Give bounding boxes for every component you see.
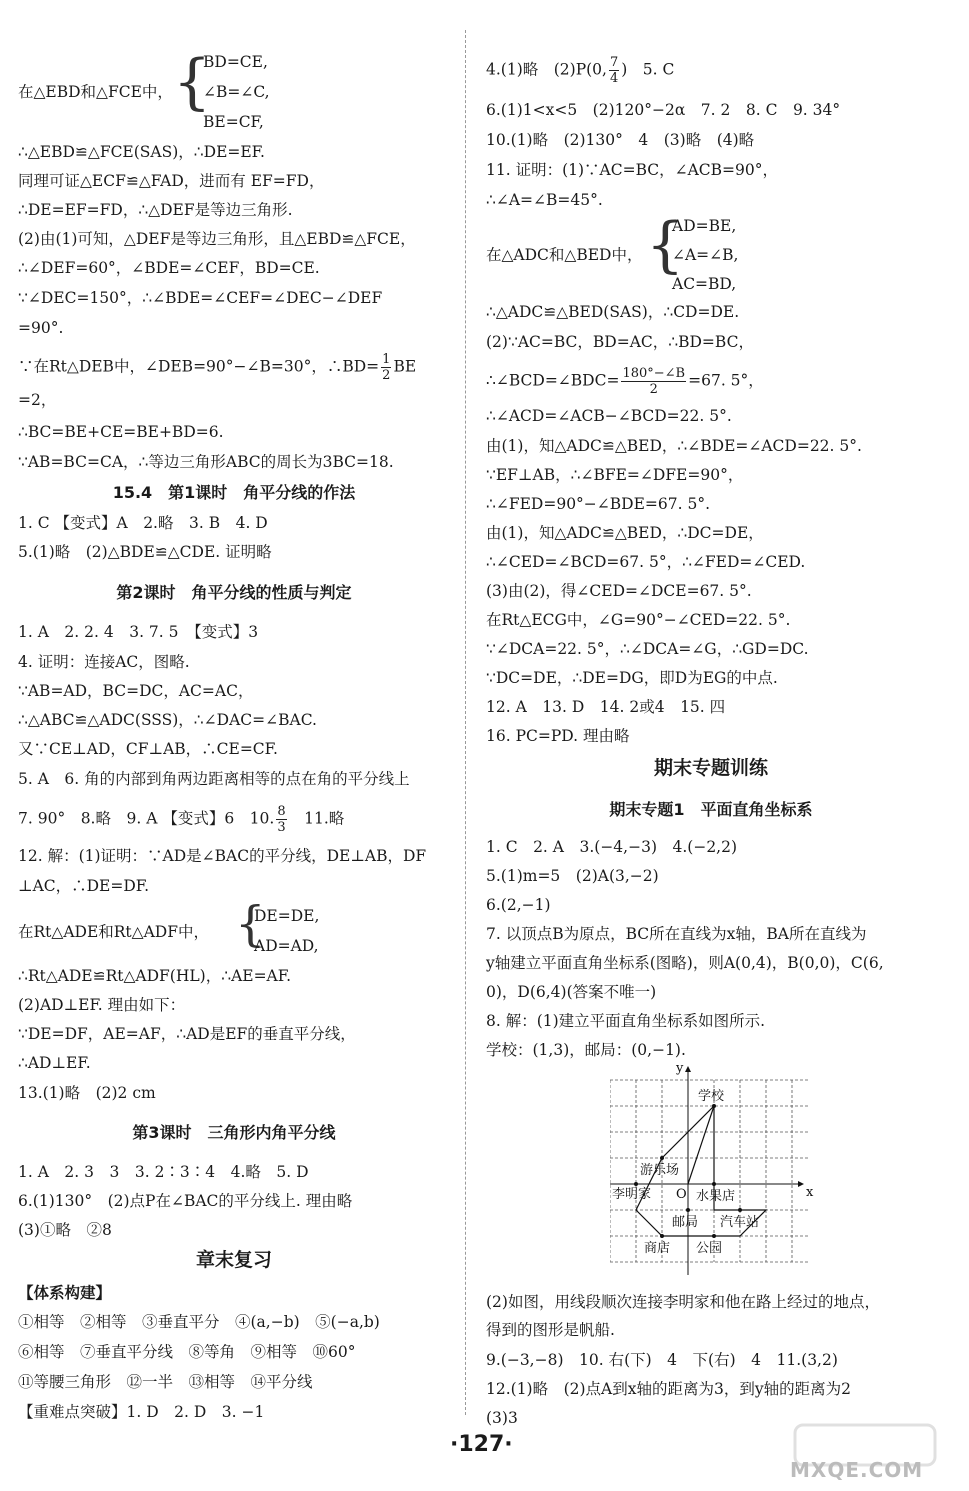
brace2-line: DE=DE,	[254, 907, 320, 925]
fraction: $\frac{180^\circ-\angle B}{2}$	[622, 366, 686, 397]
text-line: ∴∠A=∠B=45°.	[486, 191, 603, 209]
chapter-heading: 章末复习	[195, 1249, 272, 1271]
text-line: 16. PC=PD. 理由略	[486, 727, 630, 745]
text-line: ∴△ABC≌△ADC(SSS)，∴∠DAC=∠BAC.	[18, 711, 317, 729]
column-divider	[465, 30, 466, 1415]
text-line: ∴∠DEF=60°，∠BDE=∠CEF，BD=CE.	[18, 259, 320, 277]
fraction: $\frac{7}{4}$	[609, 55, 619, 86]
home-label: 李明家	[612, 1187, 652, 1202]
text-line: ∵AB=AD，BC=DC，AC=AC，	[18, 682, 254, 700]
text-line: (3)3	[486, 1409, 518, 1427]
text-line: 同理可证△ECF≌△FAD，进而有 EF=FD，	[18, 172, 325, 190]
text-line: ∴△EBD≌△FCE(SAS)，∴DE=EF.	[18, 143, 265, 161]
park-label: 游乐场	[640, 1163, 680, 1178]
brace1-line: ∠B=∠C,	[203, 83, 270, 101]
text-line: 7. 90° 8.略 9. A 【变式】6 10. $\frac{8}{3}$ 11.略	[18, 804, 345, 835]
bus-station-label: 汽车站	[720, 1215, 760, 1230]
text-line: 6.(2,−1)	[486, 896, 551, 914]
brace3-line: AC=BD,	[672, 275, 737, 293]
text-line: 4. 证明：连接AC，图略.	[18, 653, 190, 671]
text-line: ①相等 ②相等 ③垂直平分 ④(a,−b) ⑤(−a,b)	[18, 1313, 380, 1331]
text-line: 1. C 【变式】A 2.略 3. B 4. D	[18, 514, 268, 532]
grid-svg	[610, 1060, 820, 1290]
text-line: ⑪等腰三角形 ⑫一半 ⑬相等 ⑭平分线	[18, 1373, 313, 1391]
brace1-line: BD=CE,	[203, 53, 268, 71]
text-line: 【重难点突破】1. D 2. D 3. −1	[18, 1403, 265, 1421]
text-line: ∴BC=BE+CE=BE+BD=6.	[18, 423, 224, 441]
section-heading: 第2课时 角平分线的性质与判定	[116, 583, 352, 602]
text-line: (2)如图，用线段顺次连接李明家和他在路上经过的地点，	[486, 1293, 880, 1311]
brace3-left: 在△ADC和△BED中，	[486, 246, 643, 264]
school-label: 学校	[698, 1089, 725, 1104]
text-line: 10.(1)略 (2)130° 4 (3)略 (4)略	[486, 131, 755, 149]
text-line: ∵EF⊥AB，∴∠BFE=∠DFE=90°，	[486, 466, 744, 484]
text-line: ∵DC=DE，∴DE=DG，即D为EG的中点.	[486, 669, 778, 687]
text-line: 1. A 2. 3 3 3. 2∶3∶4 4.略 5. D	[18, 1163, 309, 1181]
shop-label: 商店	[644, 1241, 671, 1256]
brace3-line: AD=BE,	[672, 217, 737, 235]
coordinate-grid-figure	[610, 1060, 820, 1290]
text-line: 12. 解：(1)证明：∵AD是∠BAC的平分线，DE⊥AB，DF	[18, 847, 427, 865]
text-line: 5. A 6. 角的内部到角两边距离相等的点在角的平分线上	[18, 770, 410, 788]
text-line: ⑥相等 ⑦垂直平分线 ⑧等角 ⑨相等 ⑩60°	[18, 1343, 356, 1361]
text-line: ∵∠DEC=150°，∴∠BDE=∠CEF=∠DEC−∠DEF	[18, 289, 383, 307]
text-line: 13.(1)略 (2)2 cm	[18, 1084, 156, 1102]
text-line: ∴∠ACD=∠ACB−∠BCD=22. 5°.	[486, 407, 732, 425]
text-line: ∴Rt△ADE≌Rt△ADF(HL)，∴AE=AF.	[18, 967, 292, 985]
text-line: 5.(1)m=5 (2)A(3,−2)	[486, 867, 659, 885]
text-line: 12. A 13. D 14. 2或4 15. 四	[486, 698, 726, 716]
page-number: ·127·	[450, 1432, 513, 1457]
brace-symbol: {	[646, 210, 685, 280]
x-axis-arrow-icon	[798, 1181, 804, 1187]
text-line: ∴△ADC≌△BED(SAS)，∴CD=DE.	[486, 303, 740, 321]
text-line: ∵∠DCA=22. 5°，∴∠DCA=∠G，∴GD=DC.	[486, 640, 809, 658]
text-line: 7. 以顶点B为原点，BC所在直线为x轴，BA所在直线为	[486, 925, 867, 943]
text-line: 0)，D(6,4)(答案不唯一)	[486, 983, 657, 1001]
text-line: y轴建立平面直角坐标系(图略)，则A(0,4)，B(0,0)，C(6,	[486, 954, 884, 972]
text-line: 【体系构建】	[18, 1283, 112, 1302]
text-line: (3)①略 ②8	[18, 1221, 112, 1239]
text-line: (2)∵AC=BC，BD=AC，∴BD=BC，	[486, 333, 754, 351]
text-line: ∵在Rt△DEB中，∠DEB=90°−∠B=30°，∴BD= $\frac{1}{2}$ BE	[18, 352, 417, 383]
text-line: =90°.	[18, 319, 64, 337]
text-line: ∴∠BCD=∠BDC= $\frac{180^\circ-\angle B}{2}$ =67. 5°，	[486, 366, 764, 397]
fraction: $\frac{1}{2}$	[382, 352, 391, 383]
origin-label: O	[676, 1187, 687, 1202]
text-line: 4.(1)略 (2)P(0, $\frac{7}{4}$ ) 5. C	[486, 55, 675, 86]
section-heading: 第3课时 三角形内角平分线	[132, 1123, 336, 1142]
text-line: 1. A 2. 2. 4 3. 7. 5 【变式】3	[18, 623, 259, 641]
text-line: 得到的图形是帆船.	[486, 1321, 615, 1339]
brace-symbol: {	[173, 47, 212, 117]
brace-symbol: {	[235, 896, 266, 952]
text-line: ∴∠CED=∠BCD=67. 5°，∴∠FED=∠CED.	[486, 553, 806, 571]
y-axis-arrow-icon	[685, 1066, 691, 1072]
text-line: 1. C 2. A 3.(−4,−3) 4.(−2,2)	[486, 838, 738, 856]
text-line: 9.(−3,−8) 10. 右(下) 4 下(右) 4 11.(3,2)	[486, 1351, 838, 1369]
watermark-text: MXQE.COM	[790, 1458, 924, 1482]
garden-label: 公园	[696, 1241, 723, 1256]
text-line: ∴AD⊥EF.	[18, 1054, 91, 1072]
text-line: ⊥AC，∴DE=DF.	[18, 877, 150, 895]
text-line: 11. 证明：(1)∵AC=BC，∠ACB=90°，	[486, 161, 779, 179]
text-line: ∵DE=DF，AE=AF，∴AD是EF的垂直平分线，	[18, 1025, 356, 1043]
brace3-line: ∠A=∠B,	[672, 246, 739, 264]
text-line: 在Rt△ECG中，∠G=90°−∠CED=22. 5°.	[486, 611, 791, 629]
chapter-heading: 期末专题训练	[653, 757, 768, 779]
text-line: 由(1)，知△ADC≌△BED，∴DC=DE，	[486, 524, 764, 542]
section-heading: 期末专题1 平面直角坐标系	[609, 800, 813, 819]
text-line: (2)由(1)可知，△DEF是等边三角形，且△EBD≌△FCE，	[18, 230, 416, 248]
text-line: 学校：(1,3)，邮局：(0,−1).	[486, 1041, 686, 1059]
text-line: (2)AD⊥EF. 理由如下：	[18, 996, 186, 1014]
brace1-left: 在△EBD和△FCE中，	[18, 83, 173, 101]
y-axis-label: y	[676, 1061, 684, 1076]
text-line: ∴∠FED=90°−∠BDE=67. 5°.	[486, 495, 711, 513]
brace2-line: AD=AD,	[254, 937, 319, 955]
section-heading: 15.4 第1课时 角平分线的作法	[112, 483, 356, 502]
post-office-label: 邮局	[672, 1215, 699, 1230]
text-line: 5.(1)略 (2)△BDE≌△CDE. 证明略	[18, 543, 272, 561]
brace2-left: 在Rt△ADE和Rt△ADF中，	[18, 923, 209, 941]
text-line: 6.(1)1<x<5 (2)120°−2α 7. 2 8. C 9. 34°	[486, 101, 841, 119]
text-line: 由(1)，知△ADC≌△BED，∴∠BDE=∠ACD=22. 5°.	[486, 437, 862, 455]
text-line: =2，	[18, 391, 57, 409]
text-line: (3)由(2)，得∠CED=∠DCE=67. 5°.	[486, 582, 752, 600]
brace1-line: BE=CF,	[203, 113, 264, 131]
fruit-shop-label: 水果店	[696, 1189, 736, 1204]
x-axis-label: x	[806, 1185, 814, 1200]
text-line: 8. 解：(1)建立平面直角坐标系如图所示.	[486, 1012, 766, 1030]
text-line: 12.(1)略 (2)点A到x轴的距离为3，到y轴的距离为2	[486, 1380, 851, 1398]
text-line: 又∵CE⊥AD，CF⊥AB，∴CE=CF.	[18, 740, 278, 758]
text-line: ∵AB=BC=CA，∴等边三角形ABC的周长为3BC=18.	[18, 453, 394, 471]
fraction: $\frac{8}{3}$	[277, 804, 286, 835]
text-line: ∴DE=EF=FD，∴△DEF是等边三角形.	[18, 201, 293, 219]
text-line: 6.(1)130° (2)点P在∠BAC的平分线上. 理由略	[18, 1192, 353, 1210]
